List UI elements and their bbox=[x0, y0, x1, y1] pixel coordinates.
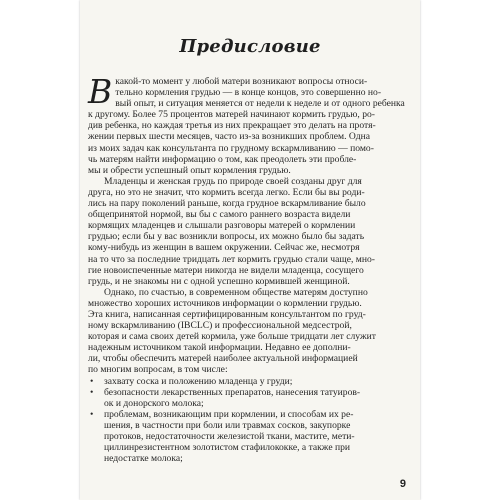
text-line: циллинрезистентном золотистом стафилококке, а также при bbox=[104, 442, 351, 454]
page-title: Предисловие bbox=[179, 36, 321, 57]
text-line: множество хороших источников информации о кормлении грудью. bbox=[88, 297, 362, 309]
text-line: к другому. Более 75 процентов матерей начинают кормить грудью, ро- bbox=[88, 109, 375, 121]
text-line: див ребенка, но каждая третья из них прекращает это делать на протя- bbox=[88, 120, 376, 132]
text-line: жении первых шести месяцев, часто из-за возникших проблем. Одна bbox=[88, 131, 370, 143]
text-line: на то что за последние тридцать лет кормить грудью стали чаще, мно- bbox=[88, 253, 375, 265]
intro-paragraph bbox=[88, 72, 412, 176]
text-line: гие новоиспеченные матери никогда не видели младенца, сосущего bbox=[88, 264, 364, 276]
body-text bbox=[88, 72, 412, 465]
text-line: друга, но это не значит, что кормить всегда легко. Если бы вы роди- bbox=[88, 186, 365, 198]
text-line: вый опыт, и ситуация меняется от недели к неделе и от одного ребенка bbox=[115, 98, 405, 110]
text-line: грудь, и не знакомы ни с одной успешно кормившей женщиной. bbox=[88, 275, 350, 287]
book-page bbox=[80, 0, 420, 500]
text-line: безопасности лекарственных препаратов, нанесения татуиров- bbox=[104, 386, 361, 398]
page-number: 9 bbox=[399, 478, 406, 490]
text-line: захвату соска и положению младенца у груди; bbox=[104, 375, 293, 387]
text-line: грудью; если бы у вас возникли вопросы, их можно было бы задать bbox=[88, 231, 365, 243]
text-line: кормящих младенцев и слышали разговоры матерей о кормлении bbox=[88, 220, 356, 232]
text-line: по многим вопросам, в том числе: bbox=[88, 364, 228, 376]
text-line: надежным источником такой информации. Недавно ее дополни- bbox=[88, 342, 351, 354]
text-line: общепринятой нормой, вы бы с самого раннего возраста видели bbox=[88, 209, 351, 221]
text-line: из моих задач как консультанта по грудному вскармливанию — помо- bbox=[88, 142, 374, 154]
bullet-list bbox=[88, 376, 412, 465]
bullet-icon: • bbox=[90, 408, 94, 420]
text-line: Эта книга, написанная сертифицированным консультантом по груд- bbox=[88, 308, 366, 320]
text-line: шения, в частности при боли или травмах сосков, закупорке bbox=[104, 419, 351, 431]
text-line: проблемам, возникающим при кормлении, и способам их ре- bbox=[104, 408, 354, 420]
bullet-icon: • bbox=[90, 375, 94, 387]
list-item bbox=[88, 387, 412, 409]
text-line: Младенцы и женская грудь по природе своей созданы друг для bbox=[104, 175, 362, 187]
text-line: протоков, недостаточности железистой ткани, мастите, мети- bbox=[104, 431, 355, 442]
body-paragraph bbox=[88, 176, 412, 287]
text-line: тельно кормления грудью — в конце концов, это совершенно но- bbox=[115, 87, 382, 99]
text-line: недостатке молока; bbox=[104, 453, 183, 465]
text-line: ли, чтобы обеспечить матерей наиболее актуальной информацией bbox=[88, 353, 358, 365]
list-item bbox=[88, 376, 412, 387]
text-line: какой-то момент у любой матери возникают вопросы относи- bbox=[115, 76, 368, 87]
body-paragraph bbox=[88, 287, 412, 376]
text-line: мы и обрести успешный опыт кормления грудью. bbox=[88, 164, 291, 176]
text-line: Однако, по счастью, в современном обществе матерям доступно bbox=[104, 286, 368, 298]
list-item bbox=[88, 409, 412, 464]
drop-cap: В bbox=[88, 72, 113, 111]
text-line: чь матерям найти информацию о том, как преодолеть эти пробле- bbox=[88, 153, 357, 165]
bullet-icon: • bbox=[90, 386, 94, 398]
text-line: ному вскармливанию (IBCLC) и профессиональной медсестрой, bbox=[88, 320, 352, 332]
text-line: кому-нибудь из женщин в вашем окружении. Сейчас же, несмотря bbox=[88, 242, 360, 254]
text-line: которая и сама своих детей кормила, уже больше тридцати лет служит bbox=[88, 331, 376, 343]
text-line: ок и донорского молока; bbox=[104, 397, 204, 409]
text-line: лись на пару поколений раньше, когда грудное вскармливание было bbox=[88, 198, 366, 210]
